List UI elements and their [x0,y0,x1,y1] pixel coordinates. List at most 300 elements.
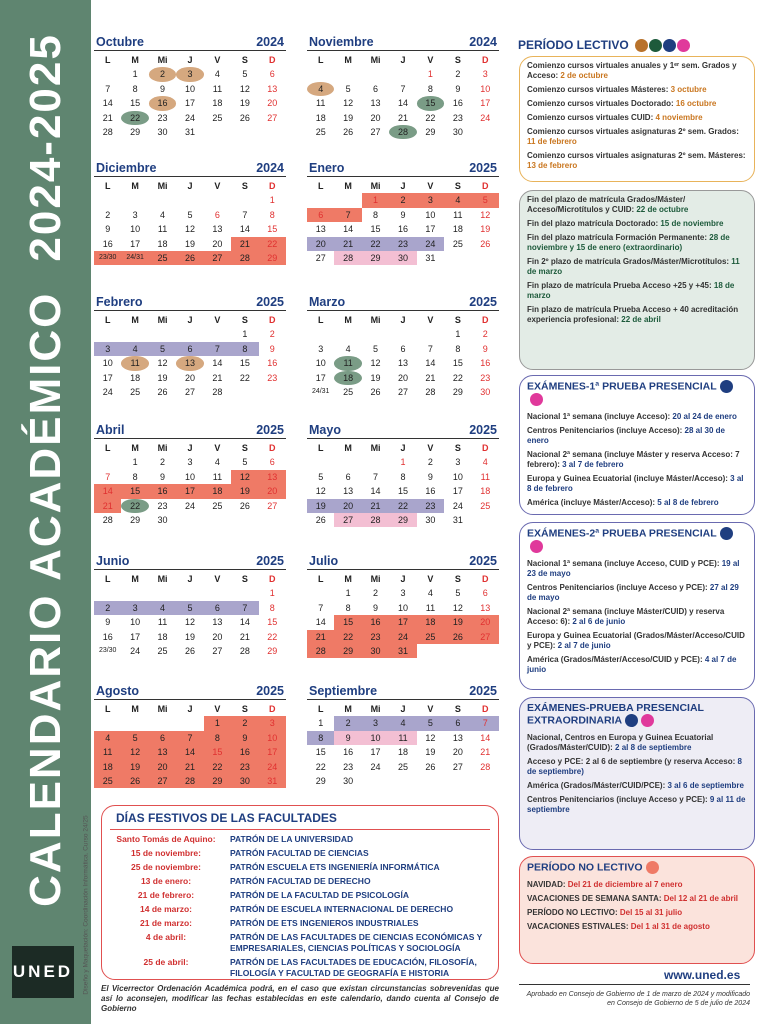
weekday-label: S [454,443,461,453]
festivo-row: 15 de noviembre: PATRÓN FACULTAD DE CIENCIAS [131,848,369,858]
day-cell: 20 [397,372,408,383]
festivo-row: 25 de noviembre: PATRÓN ESCUELA ETS INGENIERÍA INFORMÁTICA [131,862,440,872]
design-credit: Diseño y Maquetación: Coordinación Informática. Curso 24/25 [82,815,90,995]
day-cell: 22 [334,630,361,644]
day-cell: 22 [259,237,286,251]
month-year: 2024 [256,161,284,175]
weekday-label: D [269,315,276,325]
weekday-label: S [241,315,248,325]
day-cell: 29 [130,514,141,525]
day-cell: 30 [343,775,354,786]
day-cell: 6 [204,601,231,615]
day-cell: 11 [157,224,168,235]
weekday-label: D [269,181,276,191]
day-cell: 25 [130,386,141,397]
day-cell: 2 [105,209,111,220]
day-cell: 25 [480,500,491,511]
day-cell: 11 [453,209,463,220]
month-name: Octubre [96,35,144,49]
day-cell: 19 [121,760,148,774]
day-cell: 20 [212,238,223,249]
day-cell: 7 [373,471,379,482]
day-cell: 12 [239,83,250,94]
day-cell: 16 [452,98,463,109]
day-cell: 26 [157,386,168,397]
day-cell: 2 [149,67,176,81]
weekday-label: D [269,704,276,714]
month-name: Enero [309,161,345,175]
day-cell: 29 [204,774,231,788]
weekday-label: L [317,574,324,584]
day-cell: 13 [315,224,326,235]
day-cell: 7 [334,208,361,222]
day-cell: 10 [315,358,326,369]
month-name: Junio [96,554,130,568]
day-cell: 6 [149,731,176,745]
day-cell: 1 [455,329,461,340]
weekday-label: V [214,315,221,325]
day-cell: 7 [176,731,203,745]
day-cell: 15 [370,224,381,235]
day-cell: 4 [121,342,148,356]
day-cell: 26 [239,500,250,511]
weekday-label: S [241,181,248,191]
day-cell: 12 [184,224,195,235]
month-diciembre [94,161,286,289]
day-cell: 3 [187,457,193,468]
day-cell: 28 [212,386,223,397]
weekday-label: Mi [157,443,168,453]
box-item: Comienzo cursos virtuales asignaturas 2º sem. Grados: 11 de febrero [527,127,739,146]
box-item: Nacional 2ª semana (incluye Máster/CUID) y reserva Acceso: 6): 2 al 6 de junio [527,607,725,626]
month-name: Abril [96,423,125,437]
day-cell: 25 [157,645,168,656]
festivo-row: 13 de enero: PATRÓN FACULTAD DE DERECHO [140,876,371,886]
box-item: Centros Penitenciarios (incluye Acceso y PCE): 27 al 29 de mayo [527,583,739,602]
weekday-label: V [427,181,434,191]
box-item: Centros Penitenciarios (incluye Acceso): 28 al 30 de enero [527,426,726,445]
day-cell: 15 [315,747,326,758]
day-cell: 21 [362,499,389,513]
day-cell: 11 [157,617,168,628]
weekday-label: Mi [157,315,168,325]
day-cell: 18 [417,615,444,629]
box-item: Comienzo cursos virtuales asignaturas 2º sem. Másteres: 13 de febrero [527,151,746,170]
day-cell: 24 [370,761,381,772]
day-cell: 30 [157,514,168,525]
day-cell: 9 [427,471,433,482]
day-cell: 2 [389,193,416,207]
day-cell: 15 [334,615,361,629]
day-cell: 14 [480,732,491,743]
day-cell: 2 [455,69,461,80]
day-cell: 21 [425,372,436,383]
examenes-1-box [519,375,755,515]
day-cell: 29 [259,251,286,265]
day-cell: 19 [184,238,195,249]
weekday-label: Mi [370,574,381,584]
weekday-label: J [400,55,406,65]
day-cell: 20 [149,760,176,774]
day-cell: 12 [425,732,436,743]
day-cell: 15 [267,224,278,235]
day-cell: 10 [397,602,408,613]
day-cell: 22 [425,112,436,123]
weekday-label: J [400,574,406,584]
day-cell: 30 [425,514,436,525]
day-cell: 24 [130,645,141,656]
day-cell: 14 [176,745,203,759]
weekday-label: V [427,55,434,65]
day-cell: 1 [362,193,389,207]
day-cell: 24 [184,112,195,123]
day-cell: 20 [267,98,278,109]
box-item: Fin plazo de matrícula Prueba Acceso + 40 acreditación experiencia profesional: 22 de abril [527,305,739,324]
box-item: VACACIONES ESTIVALES: Del 1 al 31 de agosto [527,922,710,931]
box-item: Nacional 2ª semana (incluye Máster y reserva Acceso: 7 febrero): 3 al 7 de febrero [527,450,740,469]
day-cell: 18 [452,224,463,235]
month-julio [307,554,499,682]
day-cell: 8 [373,209,379,220]
weekday-label: D [482,55,489,65]
day-cell: 1 [132,457,138,468]
day-cell: 28 [239,645,250,656]
weekday-label: Mi [370,315,381,325]
day-cell: 9 [482,343,488,354]
day-cell: 23 [452,112,463,123]
month-febrero [94,295,286,423]
day-cell: 3 [400,588,406,599]
box-item: Comienzo cursos virtuales Másteres: 3 octubre [527,85,707,94]
day-cell: 3 [318,343,324,354]
day-cell: 14 [315,617,326,628]
box-item: Comienzo cursos virtuales anuales y 1ᵉʳ sem. Grados y Acceso: 2 de octubre [527,61,737,80]
weekday-label: L [317,315,324,325]
day-cell: 12 [370,358,381,369]
day-cell: 8 [455,343,461,354]
day-cell: 18 [130,372,141,383]
day-cell: 26 [315,514,326,525]
day-cell: 10 [425,209,436,220]
day-cell: 26 [444,630,471,644]
day-cell: 1 [427,69,433,80]
weekday-label: J [400,181,406,191]
day-cell: 26 [425,761,436,772]
weekday-label: V [214,181,221,191]
day-cell: 24 [452,500,463,511]
day-cell: 19 [425,747,436,758]
day-cell: 3 [482,69,488,80]
day-cell: 14 [370,486,381,497]
uned-logo: UNED [12,946,74,998]
day-cell: 10 [130,617,141,628]
day-cell: 27 [149,774,176,788]
month-year: 2025 [469,161,497,175]
day-cell: 3 [132,209,138,220]
weekday-label: M [131,181,139,191]
day-cell: 2 [373,588,379,599]
day-cell: 24/31 [121,251,148,265]
day-cell: 21 [212,372,223,383]
day-cell: 2 [94,601,121,615]
day-cell: 20 [259,484,286,498]
day-cell: 1 [269,588,275,599]
weekday-label: V [427,574,434,584]
month-agosto [94,684,286,812]
day-cell: 12 [157,358,168,369]
weekday-label: L [317,55,324,65]
day-cell: 19 [239,98,250,109]
festivo-row: 21 de marzo: PATRÓN DE ETS INGENIEROS INDUSTRIALES [140,918,419,928]
day-cell: 11 [212,471,223,482]
box-item: Europa y Guinea Ecuatorial (Grados/Máster/Acceso/CUID y PCE): 2 al 7 de junio [527,631,745,650]
day-cell: 19 [480,224,491,235]
day-cell: 6 [176,342,203,356]
day-cell: 28 [334,251,361,265]
day-cell: 18 [480,486,491,497]
weekday-label: M [344,443,352,453]
day-cell: 8 [427,83,433,94]
weekday-label: D [482,315,489,325]
day-cell: 20 [472,615,499,629]
day-cell: 23 [343,761,354,772]
day-cell: 3 [176,67,203,81]
day-cell: 27 [370,126,381,137]
day-cell: 22 [121,499,148,513]
weekday-label: D [269,443,276,453]
day-cell: 26 [121,774,148,788]
box-item: Acceso y PCE: 2 al 6 de septiembre (y reserva Acceso: 8 de septiembre) [527,757,742,776]
day-cell: 13 [370,98,381,109]
day-cell: 3 [455,457,461,468]
day-cell: 1 [132,69,138,80]
day-cell: 27 [334,513,361,527]
day-cell: 6 [444,716,471,730]
day-cell: 12 [343,98,354,109]
day-cell: 23/30 [94,251,121,265]
day-cell: 29 [267,645,278,656]
day-cell: 20 [452,747,463,758]
day-cell: 10 [362,731,389,745]
weekday-label: M [344,704,352,714]
day-cell: 29 [315,775,326,786]
weekday-label: D [482,181,489,191]
day-cell: 7 [231,601,258,615]
box-title: EXÁMENES-1ª PRUEBA PRESENCIAL [527,380,747,406]
weekday-label: V [427,443,434,453]
weekday-label: S [241,55,248,65]
day-cell: 6 [400,343,406,354]
box-item: NAVIDAD: Del 21 de diciembre al 7 enero [527,880,683,889]
day-cell: 10 [184,471,195,482]
weekday-label: Mi [157,55,168,65]
month-junio [94,554,286,682]
day-cell: 23 [157,500,168,511]
day-cell: 7 [242,209,248,220]
box-item: América (Grados/Máster/Acceso/CUID y PCE): 4 al 7 de junio [527,655,737,674]
day-cell: 27 [452,761,463,772]
box-item: Centros Penitenciarios (incluye Acceso y PCE): 9 al 11 de septiembre [527,795,746,814]
day-cell: 27 [267,500,278,511]
day-cell: 24 [102,386,113,397]
festivo-row: 4 de abril: PATRÓN DE LAS FACULTADES DE CIENCIAS ECONÓMICAS Y EMPRESARIALES, CIENCIAS POLÍTICAS Y SOCIOLOGÍA [145,932,483,953]
day-cell: 17 [102,372,113,383]
month-name: Julio [309,554,339,568]
weekday-label: S [454,315,461,325]
day-cell: 6 [307,208,334,222]
day-cell: 27 [397,386,408,397]
day-cell: 4 [307,82,334,96]
day-cell: 25 [315,126,326,137]
day-cell: 10 [259,731,286,745]
day-cell: 30 [480,386,491,397]
day-cell: 16 [397,224,408,235]
festivos-box [101,805,499,980]
month-name: Noviembre [309,35,374,49]
day-cell: 31 [425,252,436,263]
day-cell: 15 [239,358,250,369]
weekday-label: Mi [370,181,381,191]
day-cell: 14 [343,224,354,235]
day-cell: 15 [452,358,463,369]
day-cell: 24 [417,237,444,251]
day-cell: 28 [425,386,436,397]
day-cell: 29 [130,126,141,137]
weekday-label: J [187,704,193,714]
day-cell: 27 [267,112,278,123]
day-cell: 3 [362,716,389,730]
weekday-label: M [344,315,352,325]
day-cell: 5 [455,588,461,599]
weekday-label: M [344,574,352,584]
festivo-row: Santo Tomás de Aquino: PATRÓN DE LA UNIVERSIDAD [116,834,354,844]
day-cell: 20 [334,499,361,513]
day-cell: 9 [455,83,461,94]
day-cell: 16 [362,615,389,629]
day-cell: 24 [259,760,286,774]
day-cell: 22 [452,372,463,383]
month-year: 2025 [256,554,284,568]
day-cell: 3 [259,716,286,730]
day-cell: 17 [176,484,203,498]
day-cell: 1 [400,457,406,468]
day-cell: 26 [480,238,491,249]
box-item: Comienzo cursos virtuales Doctorado: 16 octubre [527,99,717,108]
day-cell: 13 [480,602,491,613]
month-year: 2025 [469,295,497,309]
day-cell: 11 [316,98,326,109]
day-cell: 16 [480,358,491,369]
day-cell: 15 [417,96,444,110]
day-cell: 4 [149,601,176,615]
day-cell: 16 [343,747,354,758]
day-cell: 12 [121,745,148,759]
box-item: Fin del plazo matrícula Formación Permanente: 28 de noviembre y 15 de enero (extraordinario) [527,233,730,252]
day-cell: 7 [318,602,324,613]
day-cell: 8 [269,209,275,220]
day-cell: 31 [184,126,195,137]
day-cell: 22 [362,237,389,251]
day-cell: 31 [259,774,286,788]
weekday-label: V [214,574,221,584]
day-cell: 7 [204,342,231,356]
box-item: Nacional 1ª semana (incluye Acceso, CUID y PCE): 19 al 23 de mayo [527,559,740,578]
month-year: 2025 [256,295,284,309]
day-cell: 1 [345,588,351,599]
day-cell: 25 [397,761,408,772]
day-cell: 6 [482,588,488,599]
day-cell: 5 [242,457,248,468]
no-lectivo-box [519,856,755,964]
weekday-label: V [427,315,434,325]
day-cell: 16 [425,486,436,497]
festivo-row: 14 de marzo: PATRÓN DE ESCUELA INTERNACIONAL DE DERECHO [140,904,454,914]
day-cell: 9 [334,731,361,745]
day-cell: 15 [204,745,231,759]
day-cell: 8 [400,471,406,482]
day-cell: 25 [212,500,223,511]
day-cell: 19 [343,112,354,123]
month-noviembre [307,35,499,163]
day-cell: 12 [231,470,258,484]
day-cell: 4 [160,209,166,220]
weekday-label: J [400,704,406,714]
day-cell: 4 [214,69,220,80]
weekday-label: J [187,315,193,325]
day-cell: 29 [389,513,416,527]
day-cell: 21 [231,237,258,251]
periodo-lectivo-box [519,56,755,182]
day-cell: 15 [121,484,148,498]
day-cell: 27 [315,252,326,263]
day-cell: 2 [427,457,433,468]
day-cell: 20 [370,112,381,123]
day-cell: 6 [345,471,351,482]
day-cell: 23 [417,499,444,513]
weekday-label: S [241,704,248,714]
footer-note: El Vicerrector Ordenación Académica podrá, en el caso que existan circunstancias sobrevenidas que así lo aconsejen, modificar las fechas establecidas en este calendario, dando cuenta al Consejo de Gobierno [101,984,499,1013]
day-cell: 10 [452,471,463,482]
day-cell: 7 [427,343,433,354]
festivo-row: 25 de abril: PATRÓN DE LAS FACULTADES DE EDUCACIÓN, FILOSOFÍA, FILOLOGÍA Y FACULTAD DE GEOGRAFÍA E HISTORIA [143,957,477,978]
day-cell: 23/30 [98,646,117,654]
day-cell: 17 [259,745,286,759]
day-cell: 8 [345,602,351,613]
day-cell: 25 [452,238,463,249]
day-cell: 17 [130,631,141,642]
day-cell: 29 [362,251,389,265]
box-item: PERÍODO NO LECTIVO: Del 15 al 31 julio [527,908,683,917]
weekday-label: V [214,704,221,714]
box-item: Comienzo cursos virtuales CUID: 4 noviembre [527,113,703,122]
day-cell: 17 [184,98,195,109]
day-cell: 22 [121,111,148,125]
day-cell: 24 [389,630,416,644]
day-cell: 31 [389,644,416,658]
box-item: Fin 2º plazo de matrícula Grados/Máster/Microtítulos: 11 de marzo [527,257,740,276]
month-marzo [307,295,499,423]
day-cell: 16 [231,745,258,759]
weekday-label: J [187,181,193,191]
day-cell: 26 [176,251,203,265]
weekday-label: Mi [157,181,168,191]
day-cell: 18 [94,760,121,774]
weekday-label: V [214,443,221,453]
weekday-label: J [400,443,406,453]
day-cell: 17 [315,372,326,383]
uned-url[interactable]: www.uned.es [664,968,741,982]
weekday-label: S [241,443,248,453]
